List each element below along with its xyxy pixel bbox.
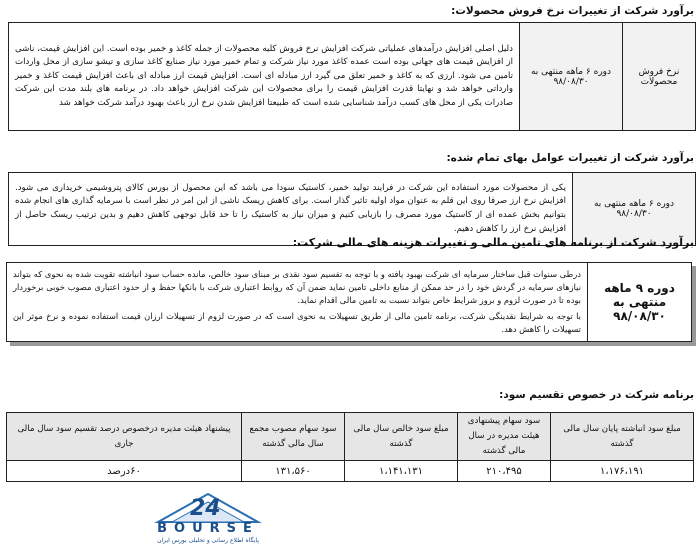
- cost-factors-period: دوره ۶ ماهه منتهی به ۹۸/۰۸/۳۰: [573, 173, 696, 246]
- sales-rate-description: دلیل اصلی افزایش درآمدهای عملیاتی شرکت افزایش نرخ فروش کلیه محصولات از جمله کاغذ و خمیر بوده است. این افزایش قیمت، ناشی از افزایش قیمت های جهانی بوده است عمده کاغذ مورد نیاز شرکت و تمام خمیر مورد نیاز صنایع کاغذ سازی و تیشو سازی از محل واردات تامین می شود. ارزی که به کاغذ و خمیر تعلق می گیرد ارز مبادله ای است. افزایش قیمت ارز مبادله ای باعث افزایش قیمت کاغذ و خمیر وارداتی خواهد شد و نهایتا قدرت افزایش قیمت را برای محصولات این شرکت افزایش خواهد داد. در برنامه های بلند مدت این شرکت صادرات یکی از محل های کسب درآمد شناسایی شده است که طبیعتا افزایش شدن نرخ ارز باعث بهبود درآمد شرکت خواهد شد: [9, 23, 520, 131]
- financing-text-1: درطی سنوات قبل ساختار سرمایه ای شرکت بهبود یافته و با توجه به تقسیم سود نقدی بر مبنای سود خالص، مانده حساب سود انباشته تقویت شده به نحوی که بتواند نیازهای سرمایه در گردش خود را در حد ممکن از منابع داخلی تامین نماید ضمن آن که روابط اعتباری شرکت با بانکها حفظ و از حدود اعتباری مصوب خوبی برخوردار بوده تا در صورت لزوم و بروز شرایط خاص بتواند نسبت به تامین مالی اقدام نماید.: [13, 269, 581, 305]
- sales-rate-label: نرخ فروش محصولات: [623, 23, 696, 131]
- dividend-value-net-profit: ۱،۱۴۱،۱۳۱: [345, 461, 458, 482]
- cost-factors-table: [8, 172, 696, 246]
- dividend-table: [6, 412, 694, 482]
- logo-tagline: پایگاه اطلاع رسانی و تحلیلی بورس ایران: [157, 537, 259, 544]
- sales-rate-table: [8, 22, 696, 131]
- cost-factors-description: یکی از محصولات مورد استفاده این شرکت در فرایند تولید خمیر، کاستیک سودا می باشد که این محصول از بورس کالای پتروشیمی خریداری می شود. افزایش نرخ ارز صرفا روی این قلم به عنوان مواد اولیه تاثیر گذار است. برای کاهش ریسک ناشی از این امر در نظر است با سرمایه گذاری های انجام شده بتوانیم بخش عمده ای از کاستیک مورد مصرف را بازیابی کنیم و میزان نیاز به کاستیک را تا حد قابل توجهی کاهش دهیم و بدین ترتیب ریسک حاصل از افزایش نرخ ارز را کاهش دهیم.: [9, 173, 573, 246]
- dividend-header-board-proposal: پیشنهاد هیئت مدیره درخصوص درصد تقسیم سود سال مالی جاری: [7, 413, 242, 461]
- section-heading-financing: برآورد شرکت از برنامه های تامین مالی و تغییرات هزینه های مالی شرکت:: [292, 236, 694, 249]
- financing-text-2: با توجه به شرایط نقدینگی شرکت، برنامه تامین مالی از طریق تسهیلات به نحوی است که در صورت لزوم از تسهیلات ارزان قیمت استفاده نموده و نرخ موثر این تسهیلات را کاهش دهد.: [13, 311, 581, 334]
- section-heading-dividend: برنامه شرکت در خصوص تقسیم سود:: [499, 389, 694, 401]
- section-heading-sales-rate: برآورد شرکت از تغییرات نرخ فروش محصولات:: [451, 5, 694, 17]
- dividend-value-board-proposal: ۶۰درصد: [7, 461, 242, 482]
- logo-number: 24: [190, 496, 221, 521]
- logo-word: BOURSE: [157, 521, 259, 536]
- section-heading-cost-factors: برآورد شرکت از تغییرات عوامل بهای تمام شده:: [446, 152, 694, 164]
- dividend-header-retained-earnings: مبلغ سود انباشته پایان سال مالی گذشته: [551, 413, 694, 461]
- financing-period: دوره ۹ ماهه منتهی به ۹۸/۰۸/۳۰: [588, 263, 692, 342]
- bourse-logo: [128, 490, 288, 550]
- dividend-value-proposed-dividend: ۲۱۰،۴۹۵: [458, 461, 551, 482]
- dividend-header-net-profit: مبلغ سود خالص سال مالی گذشته: [345, 413, 458, 461]
- financing-table: [6, 262, 692, 342]
- sales-rate-period: دوره ۶ ماهه منتهی به ۹۸/۰۸/۳۰: [520, 23, 623, 131]
- financing-description: [7, 263, 588, 342]
- dividend-header-approved-dividend: سود سهام مصوب مجمع سال مالی گذشته: [242, 413, 345, 461]
- dividend-value-approved-dividend: ۱۳۱،۵۶۰: [242, 461, 345, 482]
- dividend-header-proposed-dividend: سود سهام پیشنهادی هیئت مدیره در سال مالی گذشته: [458, 413, 551, 461]
- dividend-value-retained-earnings: ۱،۱۷۶،۱۹۱: [551, 461, 694, 482]
